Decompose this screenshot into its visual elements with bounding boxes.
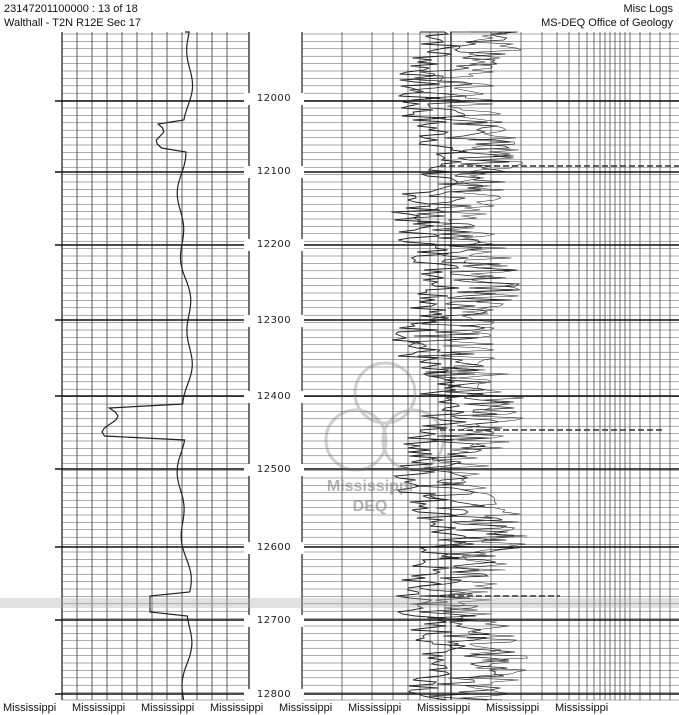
depth-label-12700: 12700 [244, 615, 304, 627]
document-id: 23147201100000 : 13 of 18 [4, 3, 138, 15]
depth-label-12200: 12200 [244, 239, 304, 251]
footer-item: Mississippi [279, 702, 333, 714]
log-type: Misc Logs [623, 3, 673, 15]
well-location: Walthall - T2N R12E Sec 17 [4, 17, 141, 29]
depth-label-12400: 12400 [244, 391, 304, 403]
depth-label-12100: 12100 [244, 166, 304, 178]
footer-item: Mississippi [486, 702, 540, 714]
agency-name: MS-DEQ Office of Geology [541, 17, 673, 29]
depth-label-12800: 12800 [244, 689, 304, 701]
scan-artifact-band [0, 598, 679, 608]
footer-item: Mississippi [72, 702, 126, 714]
depth-label-12600: 12600 [244, 542, 304, 554]
footer-item: Mississippi [348, 702, 402, 714]
footer-watermark-row [0, 701, 679, 715]
footer-item: Mississippi [417, 702, 471, 714]
watermark-mississippi: Mississippi [326, 478, 414, 495]
depth-label-12000: 12000 [244, 93, 304, 105]
footer-item: Mississippi [555, 702, 609, 714]
footer-item: Mississippi [210, 702, 264, 714]
depth-label-12300: 12300 [244, 315, 304, 327]
watermark-deq: DEQ [352, 498, 388, 515]
footer-item: Mississippi [141, 702, 195, 714]
footer-item: Mississippi [3, 702, 57, 714]
depth-label-12500: 12500 [244, 464, 304, 476]
